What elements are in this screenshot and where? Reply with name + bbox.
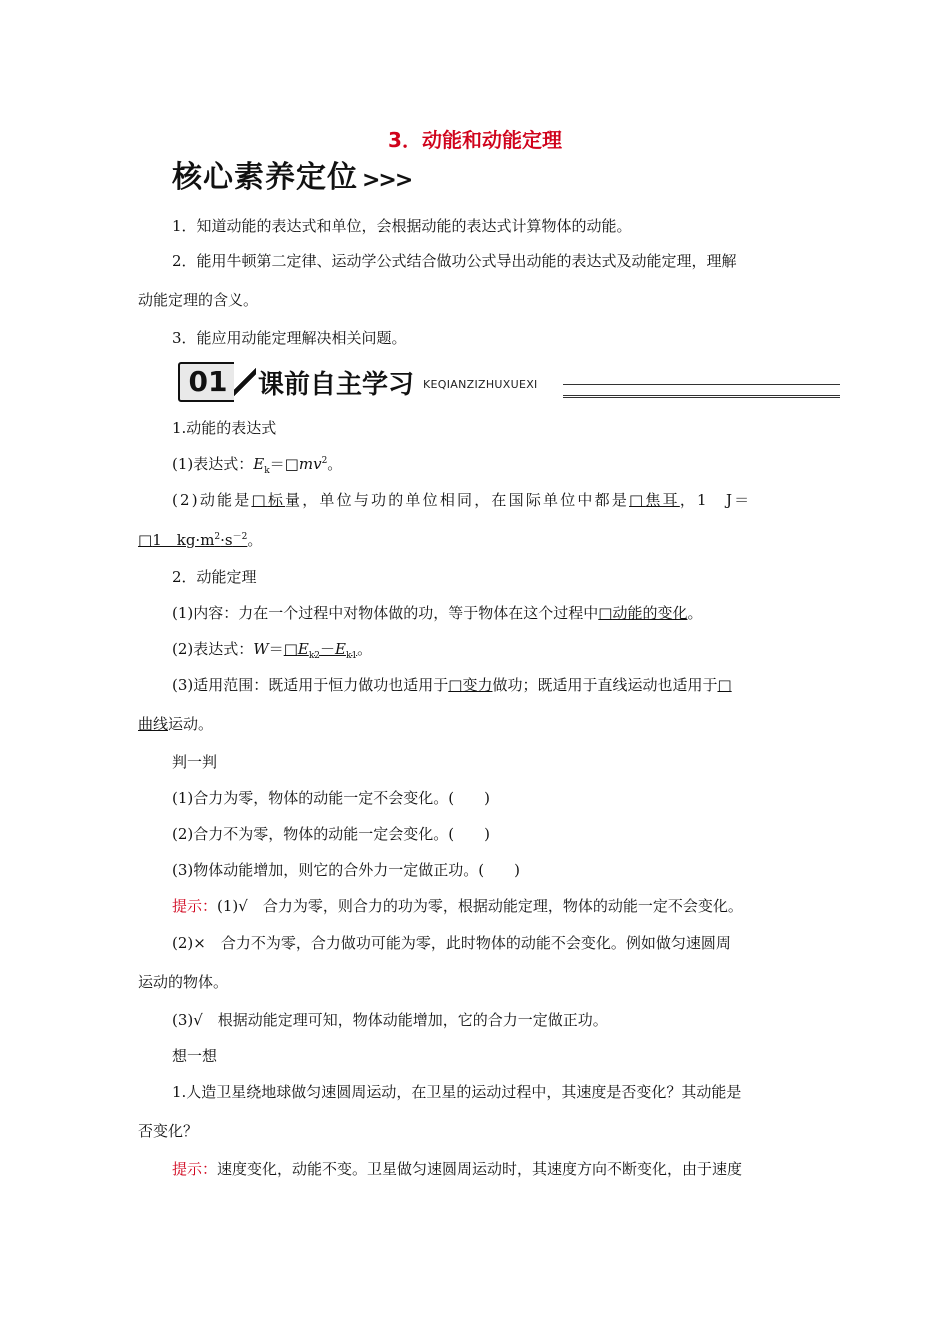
expr-end: 。 bbox=[327, 455, 343, 473]
content-prefix: (1)内容：力在一个过程中对物体做的功，等于物体在这个过程中 bbox=[172, 604, 599, 622]
core-item-3: 3．能应用动能定理解决相关问题。 bbox=[172, 329, 407, 347]
unit-end: 。 bbox=[247, 531, 263, 549]
blank-box: □ bbox=[598, 604, 613, 622]
judge-question-3: (3)物体动能增加，则它的合外力一定做正功。( ) bbox=[172, 861, 520, 879]
judge-question-1: (1)合力为零，物体的动能一定不会变化。( ) bbox=[172, 789, 490, 807]
blank-box: □ bbox=[448, 676, 463, 694]
scope-mid: 做功；既适用于直线运动也适用于 bbox=[492, 676, 718, 694]
theorem-expr-sub-k2: k2 bbox=[308, 651, 321, 661]
blank-box: □ bbox=[283, 640, 298, 658]
joule-answer bbox=[629, 491, 680, 509]
unit-sup-neg2: －2 bbox=[232, 532, 248, 542]
section-banner bbox=[178, 360, 840, 404]
judge-answer-1 bbox=[172, 896, 848, 916]
think-question-1: 1.人造卫星绕地球做匀速圆周运动，在卫星的运动过程中，其速度是否变化？其动能是 bbox=[172, 1083, 742, 1101]
hint-label: 提示： bbox=[172, 1160, 218, 1178]
unit-answer bbox=[138, 531, 247, 549]
scope-answer-2-text: 曲线 bbox=[138, 715, 169, 733]
kinetic-energy-scalar-line bbox=[172, 490, 848, 510]
expr-sub-k: k bbox=[264, 466, 270, 476]
theorem-expr-W: W bbox=[253, 640, 269, 658]
expr-sup-2: 2 bbox=[321, 456, 328, 466]
scalar-answer-text: 标 bbox=[267, 491, 286, 509]
banner-number: 01 bbox=[178, 362, 238, 402]
hint-label: 提示： bbox=[172, 897, 218, 915]
scope-answer-1 bbox=[448, 676, 492, 694]
banner-slash-decoration bbox=[234, 362, 256, 402]
triple-chevron-icon: >>> bbox=[362, 168, 412, 193]
scope-end: 运动。 bbox=[168, 715, 214, 733]
judge-heading: 判一判 bbox=[172, 753, 218, 771]
content-answer bbox=[598, 604, 687, 622]
judge-question-2: (2)合力不为零，物体的动能一定会变化。( ) bbox=[172, 825, 490, 843]
expr-E: E bbox=[253, 455, 265, 473]
scalar-answer bbox=[251, 491, 285, 509]
unit-sup-2: 2 bbox=[214, 532, 221, 542]
page-title: 3．动能和动能定理 bbox=[388, 128, 562, 152]
theorem-expr-E1: E bbox=[297, 640, 309, 658]
blank-box: □ bbox=[717, 676, 732, 694]
unit-answer-text-2: ·s bbox=[220, 531, 233, 549]
content-answer-text: 动能的变化 bbox=[612, 604, 688, 622]
core-item-2: 2．能用牛顿第二定律、运动学公式结合做功公式导出动能的表达式及动能定理，理解 bbox=[172, 252, 737, 270]
theorem-expr-eq: ＝ bbox=[268, 640, 284, 658]
theorem-expression-line bbox=[172, 639, 848, 659]
core-literacy-heading-text: 核心素养定位 bbox=[172, 160, 358, 195]
expr-prefix: (1)表达式： bbox=[172, 455, 254, 473]
theorem-expr-sub-k1: k1 bbox=[345, 651, 358, 661]
joule-answer-text: 焦耳 bbox=[645, 491, 680, 509]
judge-answer-2: (2)× 合力不为零，合力做功可能为零，此时物体的动能不会变化。例如做匀速圆周 bbox=[172, 934, 731, 952]
core-item-2-cont: 动能定理的含义。 bbox=[138, 291, 259, 309]
judge-answer-2-cont: 运动的物体。 bbox=[138, 973, 229, 991]
judge-answer-1-text: (1)√ 合力为零，则合力的功为零，根据动能定理，物体的动能一定不会变化。 bbox=[217, 897, 743, 915]
kinetic-energy-heading: 1.动能的表达式 bbox=[172, 419, 277, 437]
blank-box: □ bbox=[251, 491, 268, 509]
scalar-prefix: (2)动能是 bbox=[172, 491, 252, 509]
scope-prefix: (3)适用范围：既适用于恒力做功也适用于 bbox=[172, 676, 449, 694]
kinetic-energy-expression bbox=[172, 454, 848, 474]
theorem-expr-E2: E bbox=[335, 640, 346, 658]
theorem-scope-line bbox=[172, 675, 848, 695]
theorem-expr-end: 。 bbox=[357, 640, 373, 658]
judge-answer-3: (3)√ 根据动能定理可知，物体动能增加，它的合力一定做正功。 bbox=[172, 1011, 608, 1029]
think-answer-1 bbox=[172, 1159, 848, 1179]
expr-mv: mv bbox=[298, 455, 322, 473]
think-heading: 想一想 bbox=[172, 1047, 218, 1065]
blank-box: □ bbox=[138, 531, 153, 549]
core-literacy-heading bbox=[172, 152, 411, 196]
joule-unit-line bbox=[138, 530, 814, 550]
think-answer-1-text: 速度变化，动能不变。卫星做匀速圆周运动时，其速度方向不断变化，由于速度 bbox=[217, 1160, 743, 1178]
theorem-scope-line-cont bbox=[138, 714, 814, 734]
theorem-content-line bbox=[172, 603, 848, 623]
theorem-expr-prefix: (2)表达式： bbox=[172, 640, 254, 658]
core-item-1: 1．知道动能的表达式和单位，会根据动能的表达式计算物体的动能。 bbox=[172, 217, 632, 235]
banner-subtitle: KEQIANZIZHUXUEXI bbox=[423, 378, 538, 391]
banner-rule-lines bbox=[563, 384, 840, 398]
unit-answer-text: 1 kg·m bbox=[152, 531, 215, 549]
blank-box: □ bbox=[629, 491, 646, 509]
content-end: 。 bbox=[687, 604, 703, 622]
scope-answer-1-text: 变力 bbox=[462, 676, 493, 694]
scalar-mid: 量，单位与功的单位相同，在国际单位中都是 bbox=[285, 491, 630, 509]
banner-title: 课前自主学习 bbox=[258, 370, 415, 400]
theorem-heading: 2．动能定理 bbox=[172, 568, 257, 586]
theorem-expr-minus: － bbox=[320, 640, 336, 658]
think-question-1-cont: 否变化？ bbox=[138, 1122, 199, 1140]
expr-blank-box: ＝□ bbox=[269, 455, 299, 473]
joule-mid: ，1 J＝ bbox=[679, 491, 752, 509]
theorem-expr-answer bbox=[283, 640, 358, 661]
